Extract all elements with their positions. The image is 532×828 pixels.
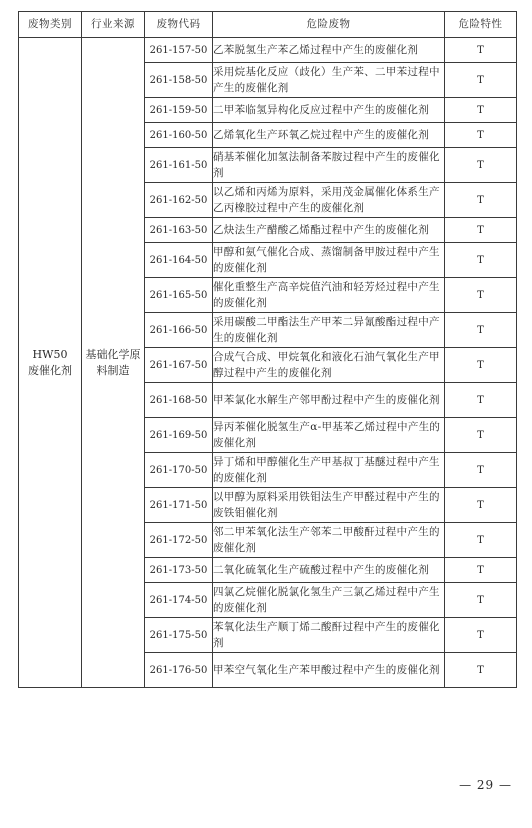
waste-code-cell: 261-176-50: [145, 653, 213, 688]
waste-code-cell: 261-158-50: [145, 63, 213, 98]
waste-code-cell: 261-159-50: [145, 98, 213, 123]
waste-description-cell: 甲苯空气氧化生产苯甲酸过程中产生的废催化剂: [213, 653, 445, 688]
waste-description-cell: 乙炔法生产醋酸乙烯酯过程中产生的废催化剂: [213, 218, 445, 243]
waste-code-cell: 261-171-50: [145, 488, 213, 523]
waste-description-cell: 二甲苯临氢异构化反应过程中产生的废催化剂: [213, 98, 445, 123]
industry-source-line1: 基础化学原: [85, 347, 141, 361]
waste-code-cell: 261-168-50: [145, 383, 213, 418]
waste-code-cell: 261-170-50: [145, 453, 213, 488]
header-description: 危险废物: [213, 12, 445, 38]
waste-description-cell: 以乙烯和丙烯为原料，采用茂金属催化体系生产乙丙橡胶过程中产生的废催化剂: [213, 183, 445, 218]
hazard-property-cell: T: [445, 348, 517, 383]
waste-code-cell: 261-174-50: [145, 583, 213, 618]
waste-code-cell: 261-165-50: [145, 278, 213, 313]
hazard-property-cell: T: [445, 123, 517, 148]
hazard-property-cell: T: [445, 218, 517, 243]
waste-code-cell: 261-167-50: [145, 348, 213, 383]
waste-description-cell: 采用碳酸二甲酯法生产甲苯二异氰酸酯过程中产生的废催化剂: [213, 313, 445, 348]
waste-description-cell: 异丁烯和甲醇催化生产甲基叔丁基醚过程中产生的废催化剂: [213, 453, 445, 488]
waste-description-cell: 以甲醇为原料采用铁钼法生产甲醛过程中产生的废铁钼催化剂: [213, 488, 445, 523]
hazard-property-cell: T: [445, 488, 517, 523]
header-hazard: 危险特性: [445, 12, 517, 38]
waste-description-cell: 二氧化硫氧化生产硫酸过程中产生的废催化剂: [213, 558, 445, 583]
waste-description-cell: 四氯乙烷催化脱氯化氢生产三氯乙烯过程中产生的废催化剂: [213, 583, 445, 618]
hazard-property-cell: T: [445, 523, 517, 558]
waste-category-cell: [19, 38, 82, 688]
table-header-row: [19, 12, 517, 38]
waste-code-cell: 261-157-50: [145, 38, 213, 63]
hazardous-waste-table: [18, 11, 517, 688]
waste-code-cell: 261-163-50: [145, 218, 213, 243]
hazard-property-cell: T: [445, 653, 517, 688]
hazard-property-cell: T: [445, 183, 517, 218]
hazard-property-cell: T: [445, 98, 517, 123]
industry-source-line2: 料制造: [96, 363, 130, 377]
waste-code-cell: 261-166-50: [145, 313, 213, 348]
waste-code-cell: 261-162-50: [145, 183, 213, 218]
waste-code-cell: 261-160-50: [145, 123, 213, 148]
hazard-property-cell: T: [445, 558, 517, 583]
header-code: 废物代码: [145, 12, 213, 38]
waste-category-name: 废催化剂: [28, 363, 72, 377]
hazard-property-cell: T: [445, 148, 517, 183]
waste-code-cell: 261-173-50: [145, 558, 213, 583]
waste-category-code: HW50: [32, 347, 68, 361]
hazard-property-cell: T: [445, 583, 517, 618]
waste-description-cell: 硝基苯催化加氢法制备苯胺过程中产生的废催化剂: [213, 148, 445, 183]
waste-description-cell: 异丙苯催化脱氢生产α-甲基苯乙烯过程中产生的废催化剂: [213, 418, 445, 453]
waste-code-cell: 261-172-50: [145, 523, 213, 558]
waste-description-cell: 采用烷基化反应（歧化）生产苯、二甲苯过程中产生的废催化剂: [213, 63, 445, 98]
waste-code-cell: 261-169-50: [145, 418, 213, 453]
waste-description-cell: 乙苯脱氢生产苯乙烯过程中产生的废催化剂: [213, 38, 445, 63]
hazard-property-cell: T: [445, 383, 517, 418]
waste-code-cell: 261-164-50: [145, 243, 213, 278]
hazard-property-cell: T: [445, 63, 517, 98]
waste-description-cell: 苯氧化法生产顺丁烯二酸酐过程中产生的废催化剂: [213, 618, 445, 653]
waste-description-cell: 甲苯氯化水解生产邻甲酚过程中产生的废催化剂: [213, 383, 445, 418]
table-body: [19, 38, 517, 688]
hazard-property-cell: T: [445, 453, 517, 488]
hazard-property-cell: T: [445, 313, 517, 348]
waste-description-cell: 邻二甲苯氧化法生产邻苯二甲酸酐过程中产生的废催化剂: [213, 523, 445, 558]
waste-description-cell: 催化重整生产高辛烷值汽油和轻芳烃过程中产生的废催化剂: [213, 278, 445, 313]
hazard-property-cell: T: [445, 418, 517, 453]
industry-source-cell: [82, 38, 145, 688]
hazard-property-cell: T: [445, 38, 517, 63]
header-category: 废物类别: [19, 12, 82, 38]
waste-code-cell: 261-161-50: [145, 148, 213, 183]
header-industry: 行业来源: [82, 12, 145, 38]
table-row: [19, 38, 517, 63]
page-number: — 29 —: [459, 778, 512, 792]
hazard-property-cell: T: [445, 278, 517, 313]
waste-description-cell: 合成气合成、甲烷氧化和液化石油气氧化生产甲醇过程中产生的废催化剂: [213, 348, 445, 383]
waste-description-cell: 甲醇和氨气催化合成、蒸馏制备甲胺过程中产生的废催化剂: [213, 243, 445, 278]
hazard-property-cell: T: [445, 618, 517, 653]
waste-description-cell: 乙烯氧化生产环氧乙烷过程中产生的废催化剂: [213, 123, 445, 148]
hazard-property-cell: T: [445, 243, 517, 278]
waste-code-cell: 261-175-50: [145, 618, 213, 653]
